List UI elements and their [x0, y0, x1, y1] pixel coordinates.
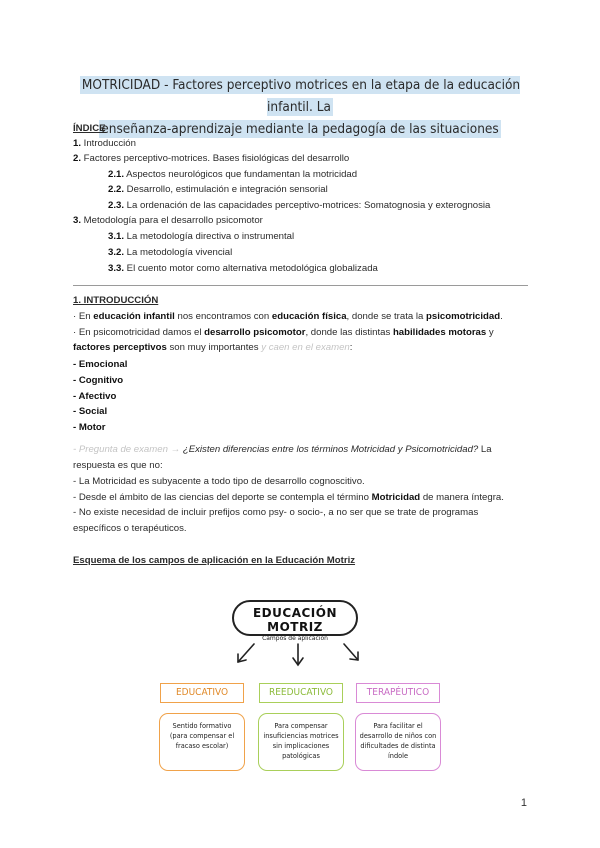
exam-question: - Pregunta de examen → ¿Existen diferencias entre los términos Motricidad y Psicomotricidad? La	[73, 444, 492, 455]
list-item: - Social	[73, 406, 108, 417]
index-item: 2.1. Aspectos neurológicos que fundamentan la motricidad	[108, 169, 358, 180]
paragraph-line: respuesta es que no:	[73, 460, 163, 471]
paragraph-line: - La Motricidad es subyacente a todo tipo de desarrollo cognoscitivo.	[73, 476, 365, 487]
index-heading: ÍNDICE	[73, 123, 106, 134]
list-item: - Motor	[73, 422, 106, 433]
banner-title: EDUCACIÓN MOTRIZ	[252, 606, 337, 634]
index-item: 3.2. La metodología vivencial	[108, 247, 233, 258]
list-item: - Afectivo	[73, 391, 117, 402]
paragraph-line: - Desde el ámbito de las ciencias del deporte se contempla el término Motricidad de manera íntegra.	[73, 492, 504, 503]
title-line-1: MOTRICIDAD - Factores perceptivo motrices en la etapa de la educación infantil. La	[81, 77, 521, 115]
diagram-heading: Esquema de los campos de aplicación en la Educación Motriz	[73, 555, 356, 566]
section-heading: 1. INTRODUCCIÓN	[73, 295, 159, 306]
index-item: 3. Metodología para el desarrollo psicomotor	[73, 215, 263, 226]
category-terapeutico: TERAPÉUTICO	[356, 683, 440, 703]
banner-subtitle: Campos de aplicación	[262, 635, 328, 642]
box-terapeutico: Para facilitar el desarrollo de niños con dificultades de distinta índole	[355, 713, 441, 771]
paragraph-line: · En psicomotricidad damos el desarrollo psicomotor, donde las distintas habilidades motoras y	[73, 327, 494, 338]
paragraph-line: factores perceptivos son muy importantes y caen en el examen:	[73, 342, 353, 353]
list-item: - Emocional	[73, 359, 128, 370]
title-line-2: enseñanza-aprendizaje mediante la pedagogía de las situaciones	[101, 121, 499, 137]
index-item: 2.3. La ordenación de las capacidades perceptivo-motrices: Somatognosia y exterognosia	[108, 200, 491, 211]
arrow-right	[344, 644, 358, 660]
paragraph-line: específicos o terapéuticos.	[73, 523, 187, 534]
paragraph-line: · En educación infantil nos encontramos con educación física, donde se trata la psicomotricidad.	[73, 311, 503, 322]
index-item: 2.2. Desarrollo, estimulación e integración sensorial	[108, 184, 328, 195]
page-number: 1	[520, 797, 527, 809]
index-item: 3.1. La metodología directiva o instrumental	[108, 231, 295, 242]
index-item: 2. Factores perceptivo-motrices. Bases fisiológicas del desarrollo	[73, 153, 350, 164]
list-item: - Cognitivo	[73, 375, 124, 386]
index-item: 1. Introducción	[73, 138, 136, 149]
category-reeducativo: REEDUCATIVO	[259, 683, 343, 703]
box-reeducativo: Para compensar insuficiencias motrices sin implicaciones patológicas	[258, 713, 344, 771]
index-item: 3.3. El cuento motor como alternativa metodológica globalizada	[108, 263, 378, 274]
category-educativo: EDUCATIVO	[160, 683, 244, 703]
paragraph-line: - No existe necesidad de incluir prefijos como psy- o socio-, a no ser que se trate de programas	[73, 507, 479, 518]
box-educativo: Sentido formativo (para compensar el fracaso escolar)	[159, 713, 245, 771]
